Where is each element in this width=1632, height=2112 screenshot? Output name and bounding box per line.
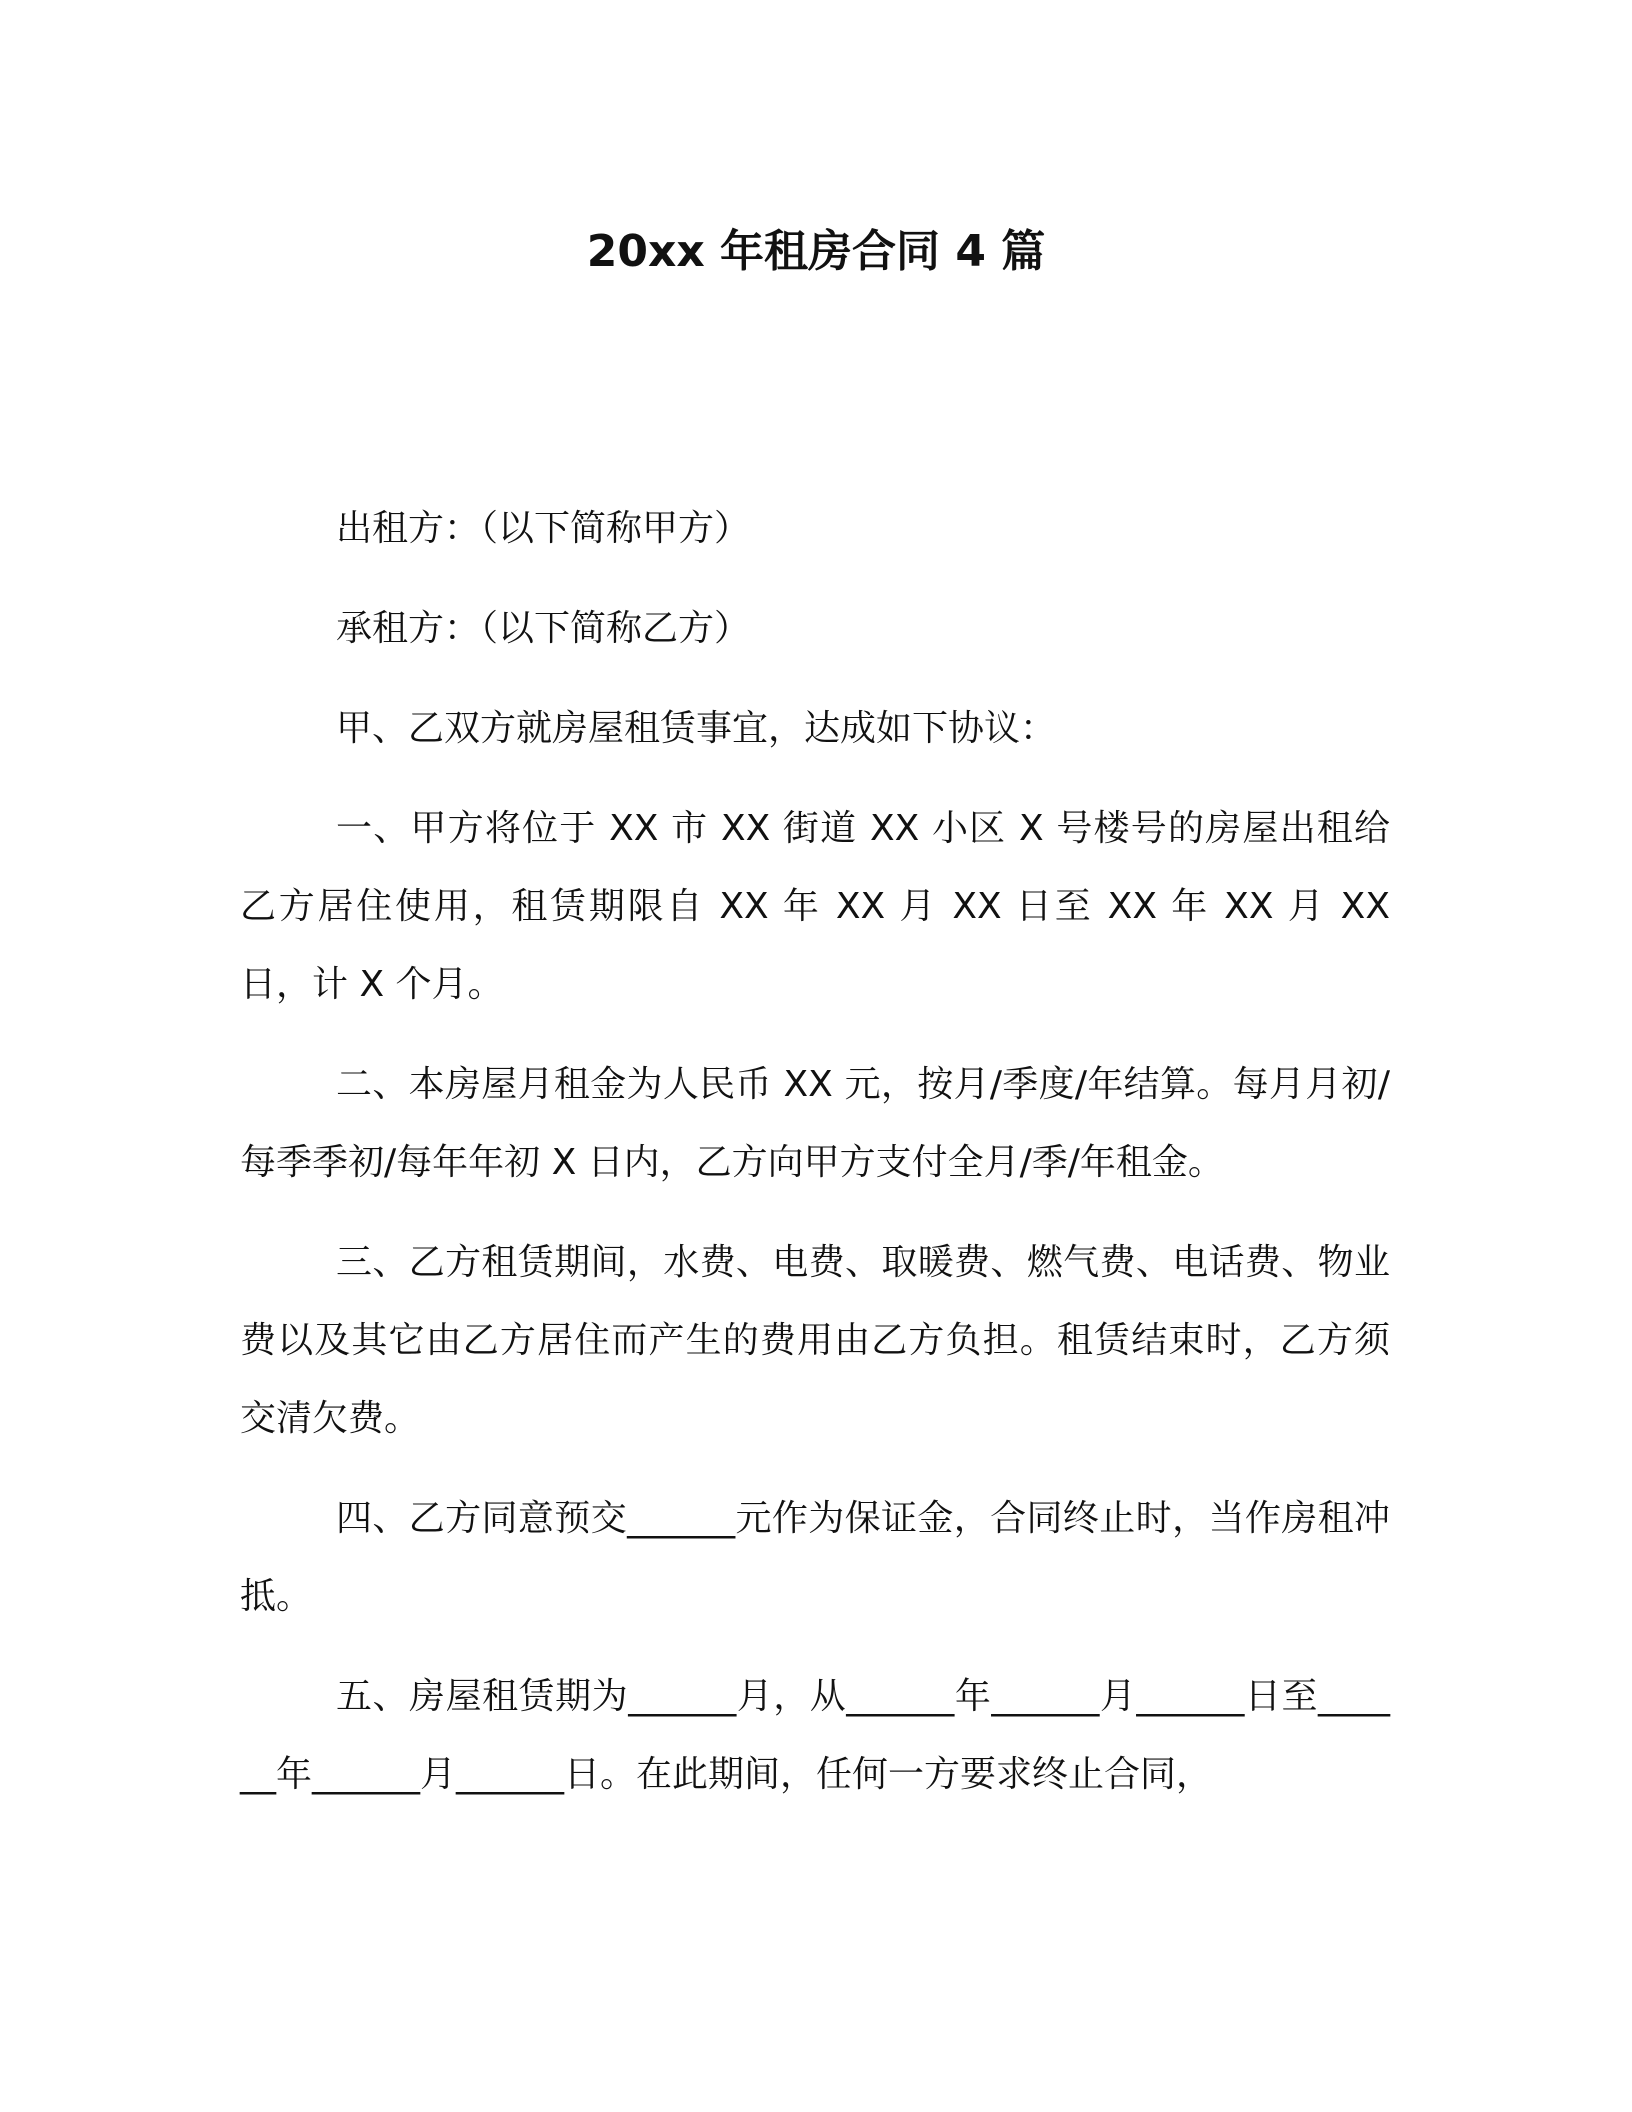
paragraph-lessee: 承租方：（以下简称乙方） [336,608,751,649]
paragraph-clause-3: 三、乙方租赁期间，水费、电费、取暖费、燃气费、电话费、物业费以及其它由乙方居住而产生的费用由乙方负担。租赁结束时，乙方须交清欠费。 [240,1242,1390,1439]
paragraph-clause-2: 二、本房屋月租金为人民币 XX 元，按月/季度/年结算。每月月初/每季季初/每年年初 X 日内，乙方向甲方支付全月/季/年租金。 [240,1064,1390,1183]
document-body [240,490,1390,1836]
paragraph-clause-1: 一、甲方将位于 XX 市 XX 街道 XX 小区 X 号楼号的房屋出租给乙方居住使用，租赁期限自 XX 年 XX 月 XX 日至 XX 年 XX 月 XX 日，计 X 个月。 [240,808,1390,1005]
paragraph-clause-5: 五、房屋租赁期为______月，从______年______月______日至______年______月______日。在此期间，任何一方要求终止合同， [240,1676,1390,1795]
paragraph-lessor: 出租方：（以下简称甲方） [336,508,751,549]
paragraph-agreement-intro: 甲、乙双方就房屋租赁事宜，达成如下协议： [336,708,1057,749]
paragraph-clause-4: 四、乙方同意预交______元作为保证金，合同终止时，当作房租冲抵。 [240,1498,1390,1617]
document-title: 20xx 年租房合同 4 篇 [586,226,1046,277]
